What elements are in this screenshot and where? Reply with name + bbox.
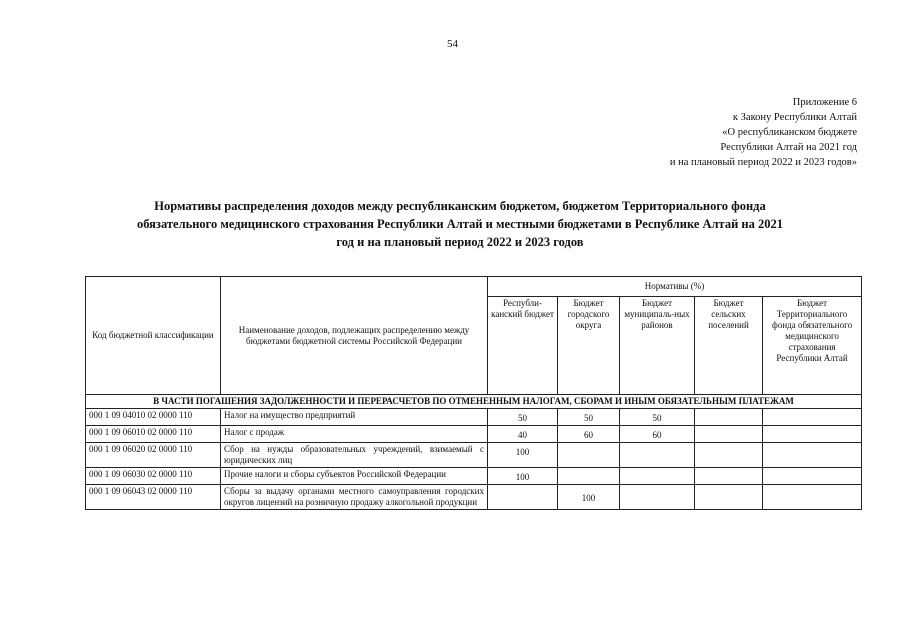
table-row (86, 409, 862, 426)
row-value (695, 468, 763, 485)
document-title (60, 197, 860, 251)
row-code: 000 1 09 06030 02 0000 110 (86, 468, 221, 485)
appendix-line: Приложение 6 (792, 97, 857, 108)
row-value (695, 426, 763, 443)
title-line: Нормативы распределения доходов между республиканским бюджетом, бюджетом Территориального фонда (154, 199, 766, 213)
row-value: 40 (488, 426, 558, 443)
page-number: 54 (447, 38, 458, 50)
row-value: 60 (558, 426, 620, 443)
row-value (763, 468, 862, 485)
row-value (763, 443, 862, 468)
header-rural-budget: Бюджет сельских поселений (695, 297, 763, 395)
header-municipal-budget: Бюджет муниципаль-ных районов (620, 297, 695, 395)
row-value (695, 485, 763, 510)
table-row (86, 443, 862, 468)
row-code: 000 1 09 06043 02 0000 110 (86, 485, 221, 510)
header-tfoms-budget: Бюджет Территориального фонда обязательного медицинского страхования Республики Алтай (763, 297, 862, 395)
row-value: 100 (488, 443, 558, 468)
table-row (86, 426, 862, 443)
row-value: 100 (488, 468, 558, 485)
row-value: 100 (558, 485, 620, 510)
row-value (620, 443, 695, 468)
row-name: Налог с продаж (221, 426, 488, 443)
row-value: 60 (620, 426, 695, 443)
row-name: Сбор на нужды образовательных учреждений, взимаемый с юридических лиц (221, 443, 488, 468)
appendix-line: Республики Алтай на 2021 год (720, 142, 857, 153)
table-row (86, 485, 862, 510)
row-code: 000 1 09 06010 02 0000 110 (86, 426, 221, 443)
row-value (763, 426, 862, 443)
section-header: В ЧАСТИ ПОГАШЕНИЯ ЗАДОЛЖЕННОСТИ И ПЕРЕРАСЧЕТОВ ПО ОТМЕНЕННЫМ НАЛОГАМ, СБОРАМ И ИНЫМ ОБЯЗАТЕЛЬНЫМ ПЛАТЕЖАМ (86, 395, 862, 409)
title-line: обязательного медицинского страхования Республики Алтай и местными бюджетами в Республике Алтай на 2021 (136, 217, 784, 231)
appendix-line: «О республиканском бюджете (722, 127, 857, 138)
row-value (620, 485, 695, 510)
row-value (763, 409, 862, 426)
appendix-line: к Закону Республики Алтай (732, 112, 857, 123)
row-name: Прочие налоги и сборы субъектов Российской Федерации (221, 468, 488, 485)
row-value (763, 485, 862, 510)
row-value (695, 409, 763, 426)
row-code: 000 1 09 06020 02 0000 110 (86, 443, 221, 468)
row-value (558, 468, 620, 485)
row-value: 50 (488, 409, 558, 426)
row-value (558, 443, 620, 468)
row-code: 000 1 09 04010 02 0000 110 (86, 409, 221, 426)
header-name: Наименование доходов, подлежащих распределению между бюджетами бюджетной системы Российской Федерации (221, 277, 488, 395)
header-norms: Нормативы (%) (488, 277, 862, 297)
row-value (488, 485, 558, 510)
row-value (620, 468, 695, 485)
appendix-line: и на плановый период 2022 и 2023 годов» (669, 157, 857, 168)
row-name: Сборы за выдачу органами местного самоуправления городских округов лицензий на розничную продажу алкогольной продукции (221, 485, 488, 510)
header-city-budget: Бюджет городского округа (558, 297, 620, 395)
header-republican-budget: Республи-канский бюджет (488, 297, 558, 395)
row-value (695, 443, 763, 468)
appendix-note (670, 95, 857, 170)
title-line: год и на плановый период 2022 и 2023 годов (336, 235, 584, 249)
table-row (86, 468, 862, 485)
header-code: Код бюджетной классификации (86, 277, 221, 395)
norms-table (85, 276, 862, 510)
row-value: 50 (558, 409, 620, 426)
row-value: 50 (620, 409, 695, 426)
row-name: Налог на имущество предприятий (221, 409, 488, 426)
